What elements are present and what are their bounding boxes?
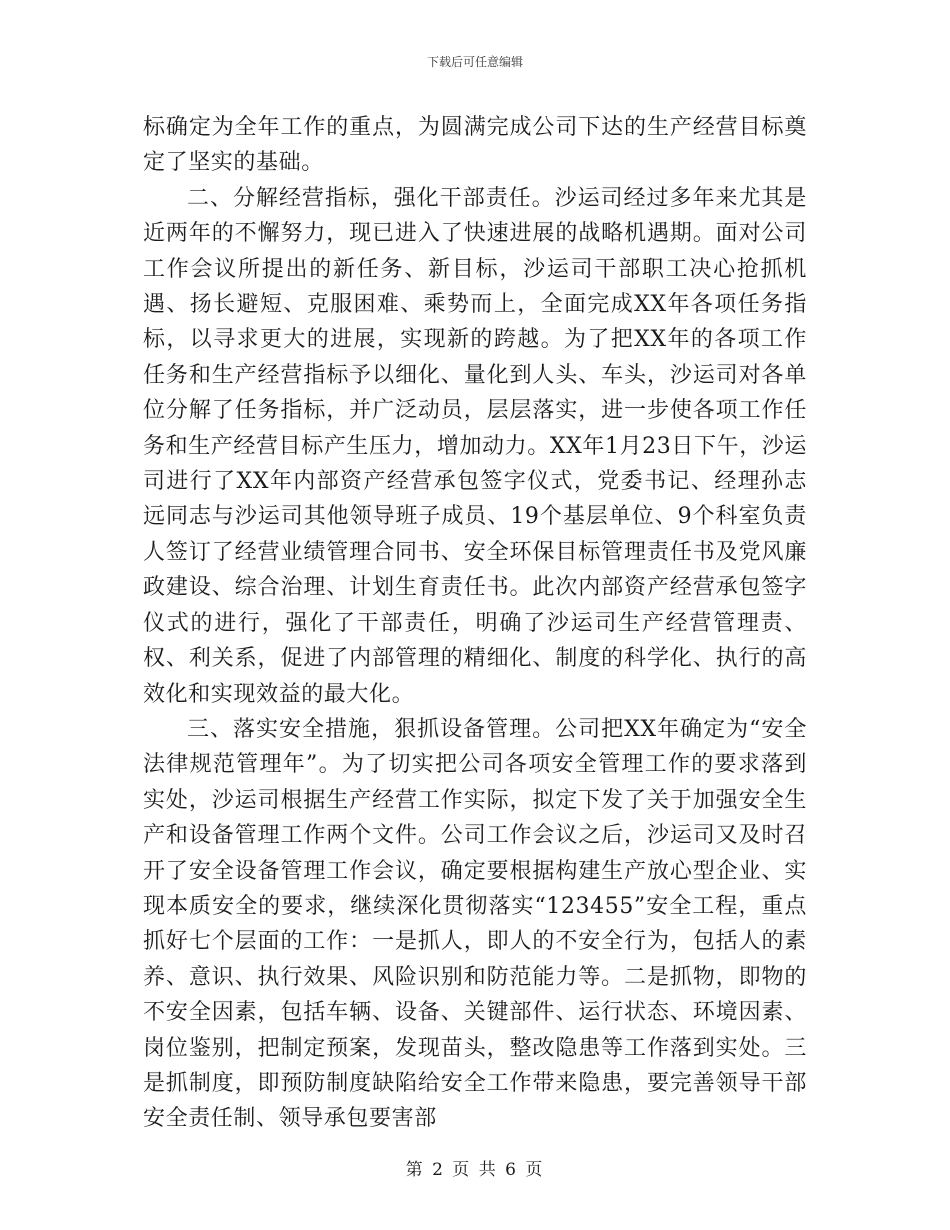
page-number-footer: 第 2 页 共 6 页 [405, 1160, 545, 1180]
paragraph-section-two: 二、分解经营指标，强化干部责任。沙运司经过多年来尤其是近两年的不懈努力，现已进入了快速进展的战略机遇期。面对公司工作会议所提出的新任务、新目标，沙运司干部职工决心抢抓机遇、扬长避短、克服困难、乘势而上，全面完成XX年各项任务指标，以寻求更大的进展，实现新的跨越。为了把XX年的各项工作任务和生产经营指标予以细化、量化到人头、车头，沙运司对各单位分解了任务指标，并广泛动员，层层落实，进一步使各项工作任务和生产经营目标产生压力，增加动力。XX年1月23日下午，沙运司进行了XX年内部资产经营承包签字仪式，党委书记、经理孙志远同志与沙运司其他领导班子成员、19个基层单位、9个科室负责人签订了经营业绩管理合同书、安全环保目标管理责任书及党风廉政建设、综合治理、计划生育责任书。此次内部资产经营承包签字仪式的进行，强化了干部责任，明确了沙运司生产经营管理责、权、利关系，促进了内部管理的精细化、制度的科学化、执行的高效化和实现效益的最大化。 [143, 185, 807, 707]
document-body [143, 110, 807, 1137]
paragraph-continuation: 标确定为全年工作的重点，为圆满完成公司下达的生产经营目标奠定了坚实的基础。 [143, 115, 807, 176]
page-header: 下载后可任意编辑 [426, 55, 523, 69]
paragraph-section-three: 三、落实安全措施，狠抓设备管理。公司把XX年确定为“安全法律规范管理年”。为了切实把公司各项安全管理工作的要求落到实处，沙运司根据生产经营工作实际，拟定下发了关于加强安全生产和设备管理工作两个文件。公司工作会议之后，沙运司又及时召开了安全设备管理工作会议，确定要根据构建生产放心型企业、实现本质安全的要求，继续深化贯彻落实“123455”安全工程，重点抓好七个层面的工作：一是抓人，即人的不安全行为，包括人的素养、意识、执行效果、风险识别和防范能力等。二是抓物，即物的不安全因素，包括车辆、设备、关键部件、运行状态、环境因素、岗位鉴别，把制定预案，发现苗头，整改隐患等工作落到实处。三是抓制度，即预防制度缺陷给安全工作带来隐患，要完善领导干部安全责任制、领导承包要害部 [143, 716, 807, 1132]
